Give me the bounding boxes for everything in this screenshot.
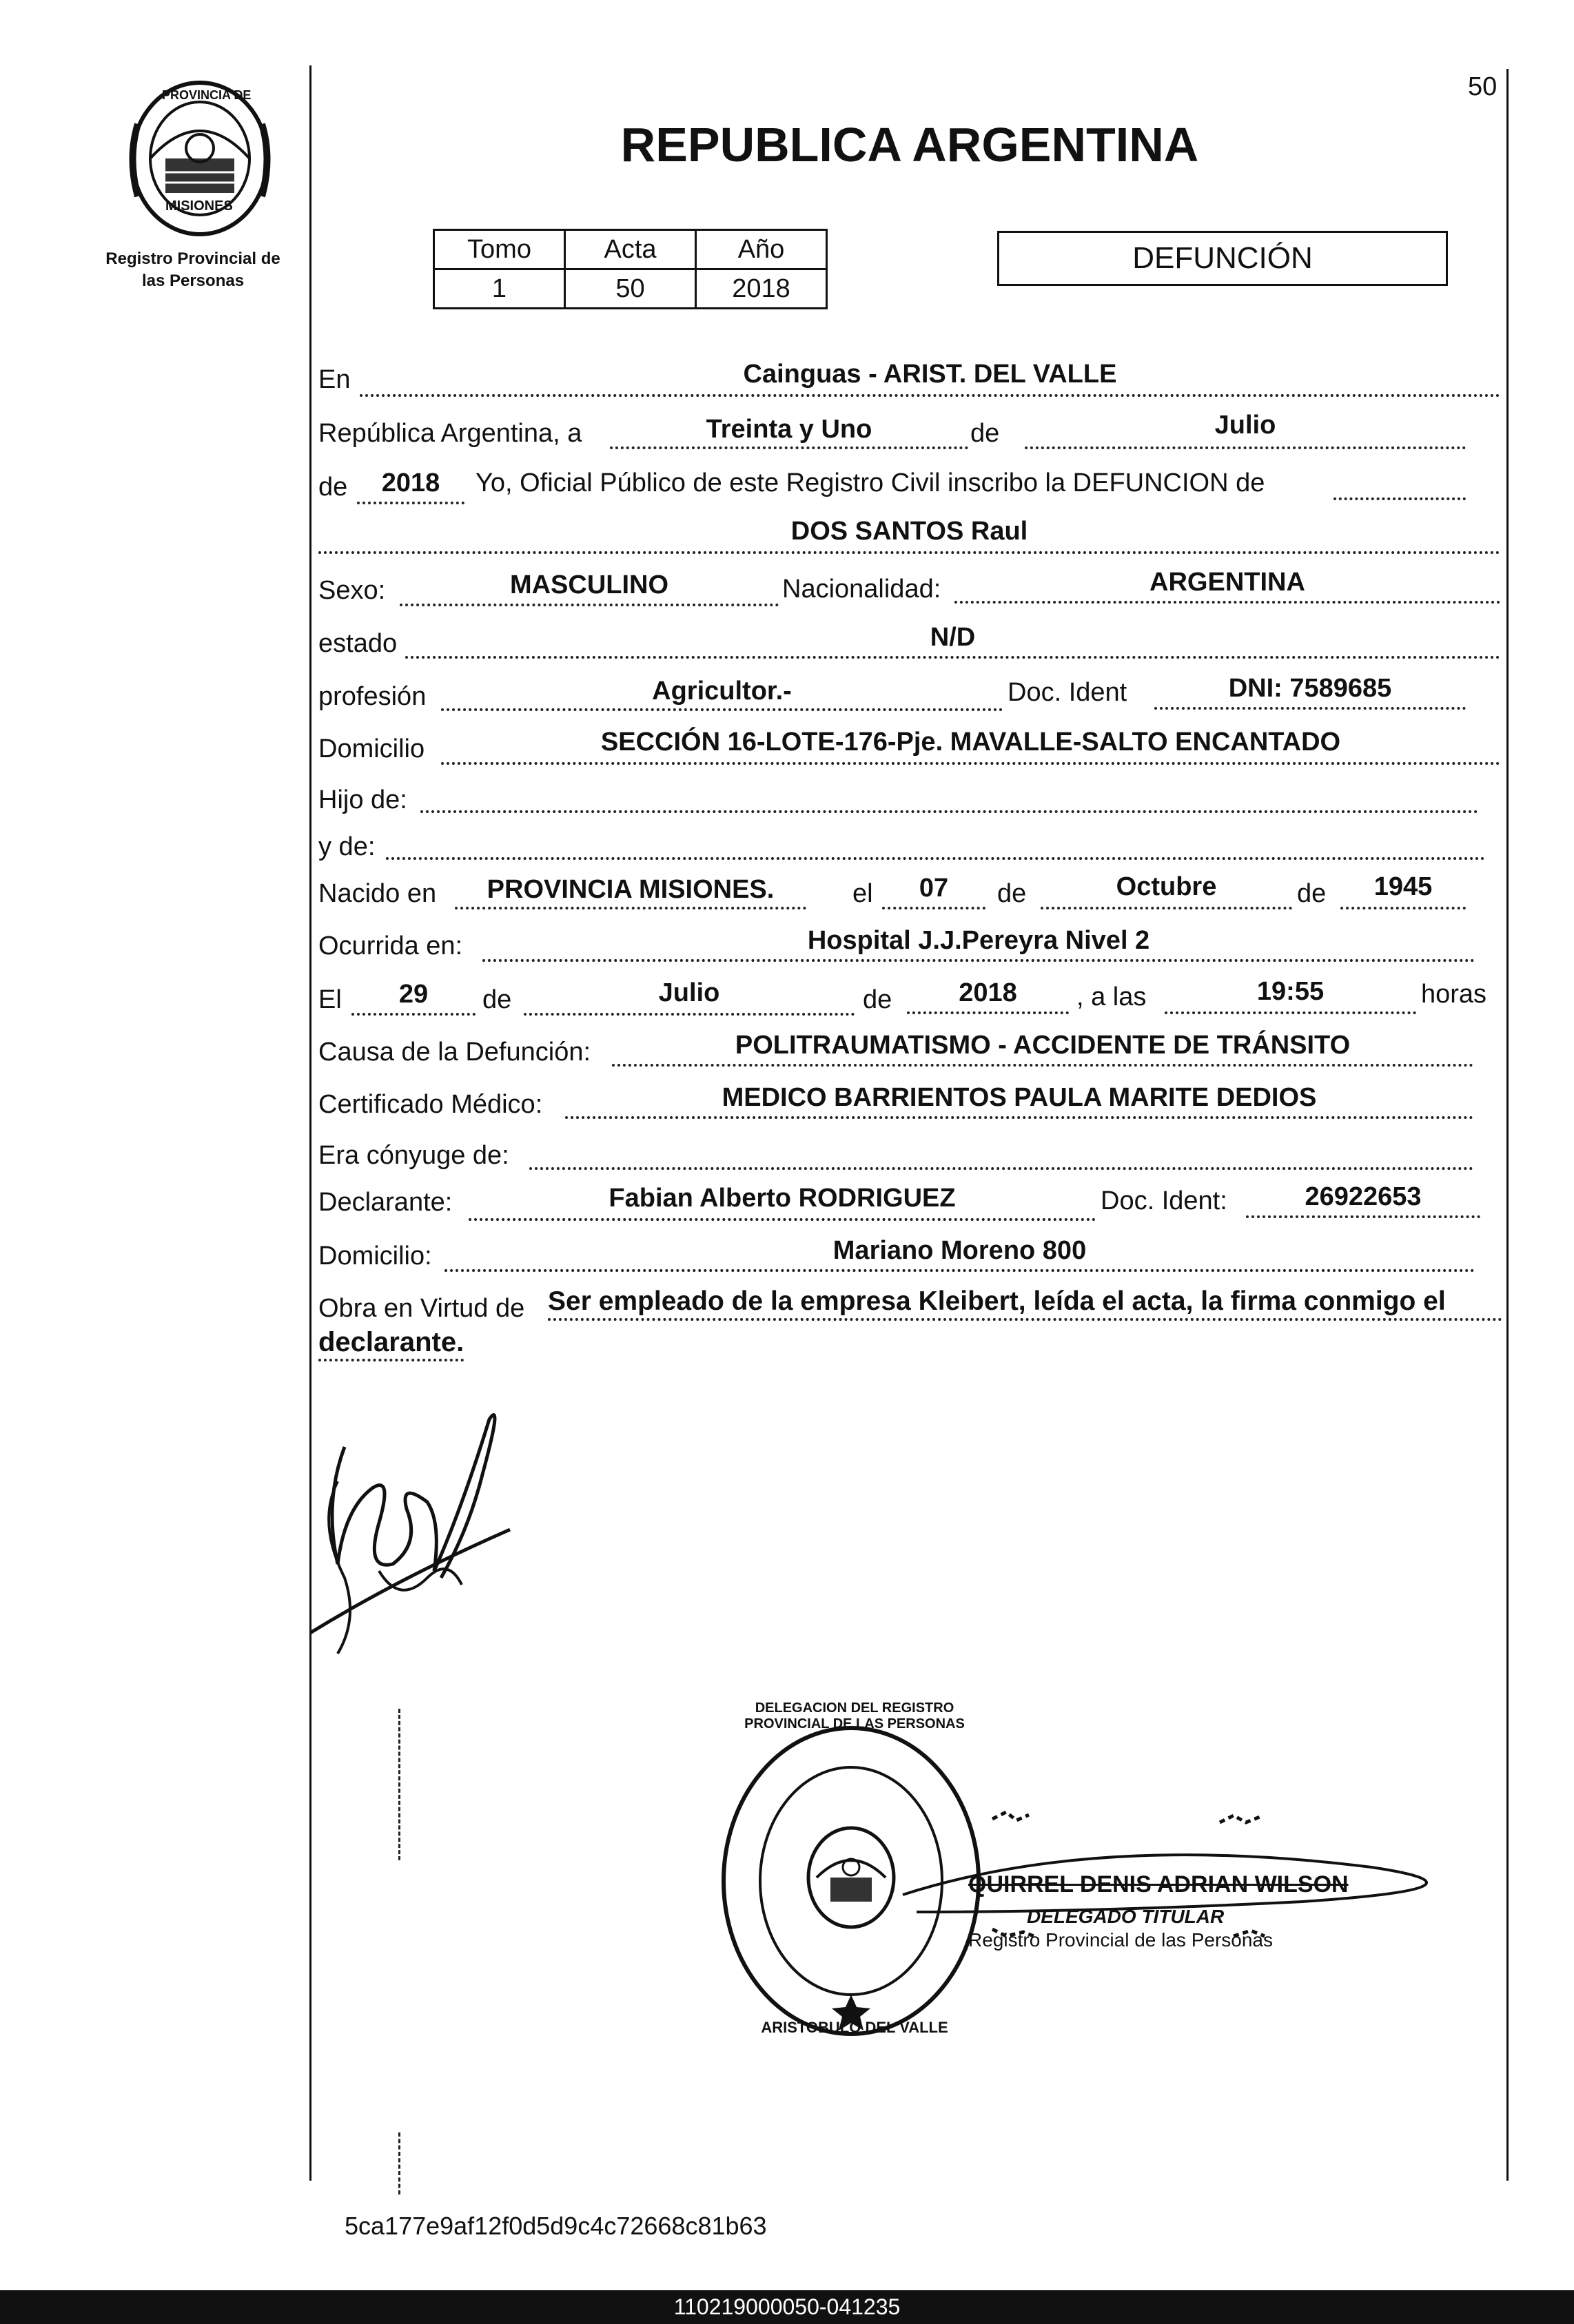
doc-label: Doc. Ident bbox=[1008, 678, 1127, 707]
declarante-line bbox=[469, 1218, 1096, 1221]
mes-value: Julio bbox=[1214, 411, 1276, 440]
nac-anio-line bbox=[1340, 907, 1466, 909]
doc2-label: Doc. Ident: bbox=[1101, 1186, 1227, 1215]
conyuge-label: Era cónyuge de: bbox=[318, 1141, 509, 1170]
def-de2-label: de bbox=[863, 985, 892, 1014]
en-label: En bbox=[318, 365, 351, 394]
register-table bbox=[433, 229, 828, 309]
ocurrida-label: Ocurrida en: bbox=[318, 932, 463, 960]
estado-label: estado bbox=[318, 629, 398, 658]
def-hora-line bbox=[1165, 1011, 1416, 1014]
causa-label: Causa de la Defunción: bbox=[318, 1038, 591, 1067]
domicilio2-line bbox=[444, 1269, 1475, 1272]
domicilio2-value: Mariano Moreno 800 bbox=[832, 1236, 1087, 1265]
margin-dash-1 bbox=[398, 1709, 400, 1860]
profesion-label: profesión bbox=[318, 682, 427, 711]
ocurrida-value: Hospital J.J.Pereyra Nivel 2 bbox=[807, 926, 1150, 955]
register-header-acta: Acta bbox=[565, 230, 696, 269]
nac-mes-value: Octubre bbox=[1116, 872, 1217, 901]
barcode-bar bbox=[0, 2290, 1574, 2324]
nac-de1-label: de bbox=[997, 879, 1027, 908]
delegate-name: QUIRREL DENIS ADRIAN WILSON bbox=[968, 1871, 1349, 1898]
def-hora-value: 19:55 bbox=[1256, 977, 1325, 1006]
def-anio-value: 2018 bbox=[959, 978, 1017, 1007]
hijo-line bbox=[420, 810, 1478, 813]
page-title: REPUBLICA ARGENTINA bbox=[620, 118, 1199, 172]
page-number: 50 bbox=[1468, 72, 1498, 101]
act-type-box: DEFUNCIÓN bbox=[997, 231, 1448, 286]
de2-label: de bbox=[318, 473, 348, 502]
profesion-line bbox=[441, 708, 1003, 711]
register-header-anio: Año bbox=[696, 230, 827, 269]
delegate-org: Registro Provincial de las Personas bbox=[968, 1929, 1273, 1951]
nac-el-label: el bbox=[852, 879, 873, 908]
republica-label: República Argentina, a bbox=[318, 419, 582, 448]
domicilio-label: Domicilio bbox=[318, 734, 425, 763]
def-anio-line bbox=[907, 1011, 1069, 1014]
margin-dash-2 bbox=[398, 2132, 400, 2194]
mes-line bbox=[1025, 446, 1466, 449]
stamp-ring-text: DELEGACION DEL REGISTRO PROVINCIAL DE LAS PERSONAS bbox=[744, 1700, 965, 1731]
def-mes-value: Julio bbox=[658, 978, 720, 1007]
nombre-value: DOS SANTOS Raul bbox=[790, 517, 1028, 546]
nacionalidad-line bbox=[954, 601, 1500, 604]
de-label: de bbox=[970, 419, 1000, 448]
sexo-line bbox=[400, 604, 779, 606]
nacido-lugar-line bbox=[455, 907, 806, 909]
document-hash: 5ca177e9af12f0d5d9c4c72668c81b63 bbox=[345, 2212, 767, 2240]
margin-rule bbox=[309, 65, 311, 2181]
domicilio2-label: Domicilio: bbox=[318, 1242, 432, 1271]
nacido-lugar-value: PROVINCIA MISIONES. bbox=[487, 875, 775, 904]
cert-value: MEDICO BARRIENTOS PAULA MARITE DEDIOS bbox=[722, 1083, 1317, 1112]
anio-line bbox=[357, 502, 464, 504]
estado-line bbox=[405, 656, 1500, 659]
register-header-tomo: Tomo bbox=[434, 230, 565, 269]
seal-text-bottom: MISIONES bbox=[165, 198, 233, 214]
causa-value: POLITRAUMATISMO - ACCIDENTE DE TRÁNSITO bbox=[735, 1031, 1351, 1060]
delegate-role: DELEGADO TITULAR bbox=[1027, 1906, 1225, 1927]
nacionalidad-label: Nacionalidad: bbox=[782, 575, 941, 604]
barcode-text: 110219000050-041235 bbox=[673, 2294, 901, 2319]
nacido-label: Nacido en bbox=[318, 879, 437, 908]
dia-line bbox=[610, 446, 968, 449]
el2-label: El bbox=[318, 985, 342, 1014]
sexo-value: MASCULINO bbox=[509, 570, 669, 599]
nac-dia-value: 07 bbox=[919, 874, 949, 903]
cert-line bbox=[565, 1116, 1473, 1119]
hijo-label: Hijo de: bbox=[318, 785, 407, 814]
nac-anio-value: 1945 bbox=[1373, 872, 1433, 901]
obra-value-line1: Ser empleado de la empresa Kleibert, leída el acta, la firma conmigo el bbox=[548, 1286, 1502, 1321]
obra-value-line2: declarante. bbox=[318, 1326, 464, 1361]
sexo-label: Sexo: bbox=[318, 576, 386, 605]
causa-line bbox=[612, 1064, 1473, 1067]
oficial-text: Yo, Oficial Público de este Registro Civil inscribo la DEFUNCION de bbox=[476, 469, 1265, 497]
yde-label: y de: bbox=[318, 832, 376, 861]
ocurrida-line bbox=[482, 959, 1475, 962]
conyuge-line bbox=[529, 1167, 1473, 1170]
doc-line bbox=[1154, 707, 1466, 710]
cert-label: Certificado Médico: bbox=[318, 1090, 543, 1119]
horas-label: horas bbox=[1421, 980, 1487, 1009]
obra-label: Obra en Virtud de bbox=[318, 1294, 525, 1323]
doc2-line bbox=[1246, 1215, 1480, 1218]
issuer-name-line2: las Personas bbox=[141, 271, 245, 290]
register-value-anio: 2018 bbox=[696, 269, 827, 309]
yde-line bbox=[386, 857, 1485, 860]
dia-value: Treinta y Uno bbox=[706, 415, 872, 444]
def-mes-line bbox=[524, 1013, 855, 1016]
def-dia-line bbox=[351, 1013, 476, 1016]
profesion-value: Agricultor.- bbox=[652, 677, 792, 706]
domicilio-line bbox=[441, 762, 1500, 765]
doc2-value: 26922653 bbox=[1305, 1182, 1422, 1211]
nac-de2-label: de bbox=[1297, 879, 1327, 908]
anio-value: 2018 bbox=[381, 469, 440, 497]
def-de1-label: de bbox=[482, 985, 512, 1014]
alas-label: , a las bbox=[1076, 983, 1147, 1011]
doc-value: DNI: 7589685 bbox=[1228, 674, 1392, 703]
nombre-line bbox=[318, 551, 1500, 554]
declarante-signature-icon bbox=[296, 1406, 524, 1674]
declarante-label: Declarante: bbox=[318, 1188, 453, 1217]
estado-value: N/D bbox=[930, 623, 976, 652]
register-value-tomo: 1 bbox=[434, 269, 565, 309]
en-value: Cainguas - ARIST. DEL VALLE bbox=[743, 360, 1117, 389]
nac-mes-line bbox=[1041, 907, 1292, 909]
def-dia-value: 29 bbox=[398, 980, 429, 1009]
domicilio-value: SECCIÓN 16-LOTE-176-Pje. MAVALLE-SALTO ENCANTADO bbox=[600, 728, 1341, 757]
stamp-inner-text: ARISTOBULO DEL VALLE bbox=[761, 2019, 948, 2036]
declarante-value: Fabian Alberto RODRIGUEZ bbox=[609, 1184, 956, 1213]
issuer-name-line1: Registro Provincial de bbox=[105, 249, 280, 268]
en-line bbox=[360, 394, 1500, 397]
oficial-line bbox=[1333, 497, 1466, 500]
register-value-acta: 50 bbox=[565, 269, 696, 309]
nacionalidad-value: ARGENTINA bbox=[1149, 568, 1305, 597]
seal-text-top: PROVINCIA DE bbox=[162, 88, 252, 102]
nac-dia-line bbox=[882, 907, 985, 909]
